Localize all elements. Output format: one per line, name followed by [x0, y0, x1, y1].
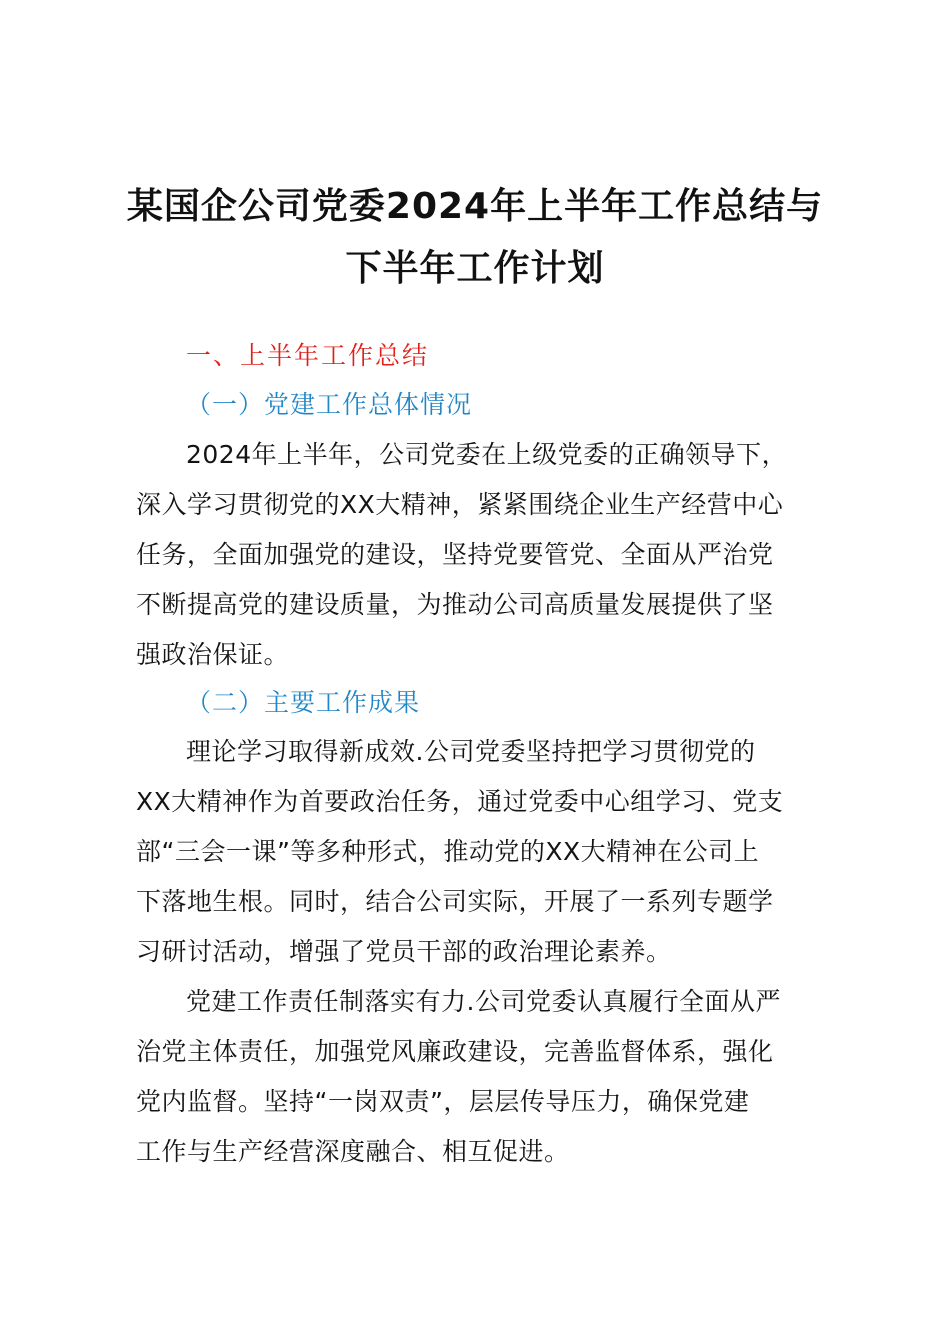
- paragraph-line: 部“三会一课”等多种形式，推动党的XX大精神在公司上: [136, 837, 760, 866]
- title-line-2: 下半年工作计划: [345, 248, 605, 289]
- paragraph-overall: [136, 430, 846, 680]
- paragraph-line: 下落地生根。同时，结合公司实际，开展了一系列专题学: [136, 887, 774, 916]
- paragraph-line: 任务，全面加强党的建设，坚持党要管党、全面从严治党: [136, 540, 774, 569]
- paragraph-line: XX大精神作为首要政治任务，通过党委中心组学习、党支: [136, 787, 784, 816]
- paragraph-line: 深入学习贯彻党的XX大精神，紧紧围绕企业生产经营中心: [136, 490, 784, 519]
- title-line-1: 某国企公司党委2024年上半年工作总结与: [126, 186, 824, 227]
- paragraph-line: 理论学习取得新成效.公司党委坚持把学习贯彻党的: [186, 737, 756, 766]
- section-heading-summary: 一、上半年工作总结: [186, 341, 430, 370]
- paragraph-line: 治党主体责任，加强党风廉政建设，完善监督体系，强化: [136, 1037, 774, 1066]
- subsection-heading-overall: （一）党建工作总体情况: [186, 390, 473, 419]
- paragraph-line: 党建工作责任制落实有力.公司党委认真履行全面从严: [186, 987, 781, 1016]
- paragraph-theory-study: [136, 727, 846, 977]
- paragraph-line: 工作与生产经营深度融合、相互促进。: [136, 1137, 570, 1166]
- document-title: [110, 176, 840, 300]
- paragraph-line: 2024年上半年，公司党委在上级党委的正确领导下，: [186, 440, 788, 469]
- paragraph-line: 强政治保证。: [136, 640, 290, 669]
- subsection-heading-achievements: （二）主要工作成果: [186, 688, 421, 717]
- paragraph-line: 习研讨活动，增强了党员干部的政治理论素养。: [136, 937, 672, 966]
- paragraph-responsibility: [136, 977, 846, 1177]
- paragraph-line: 不断提高党的建设质量，为推动公司高质量发展提供了坚: [136, 590, 774, 619]
- paragraph-line: 党内监督。坚持“一岗双责”，层层传导压力，确保党建: [136, 1087, 750, 1116]
